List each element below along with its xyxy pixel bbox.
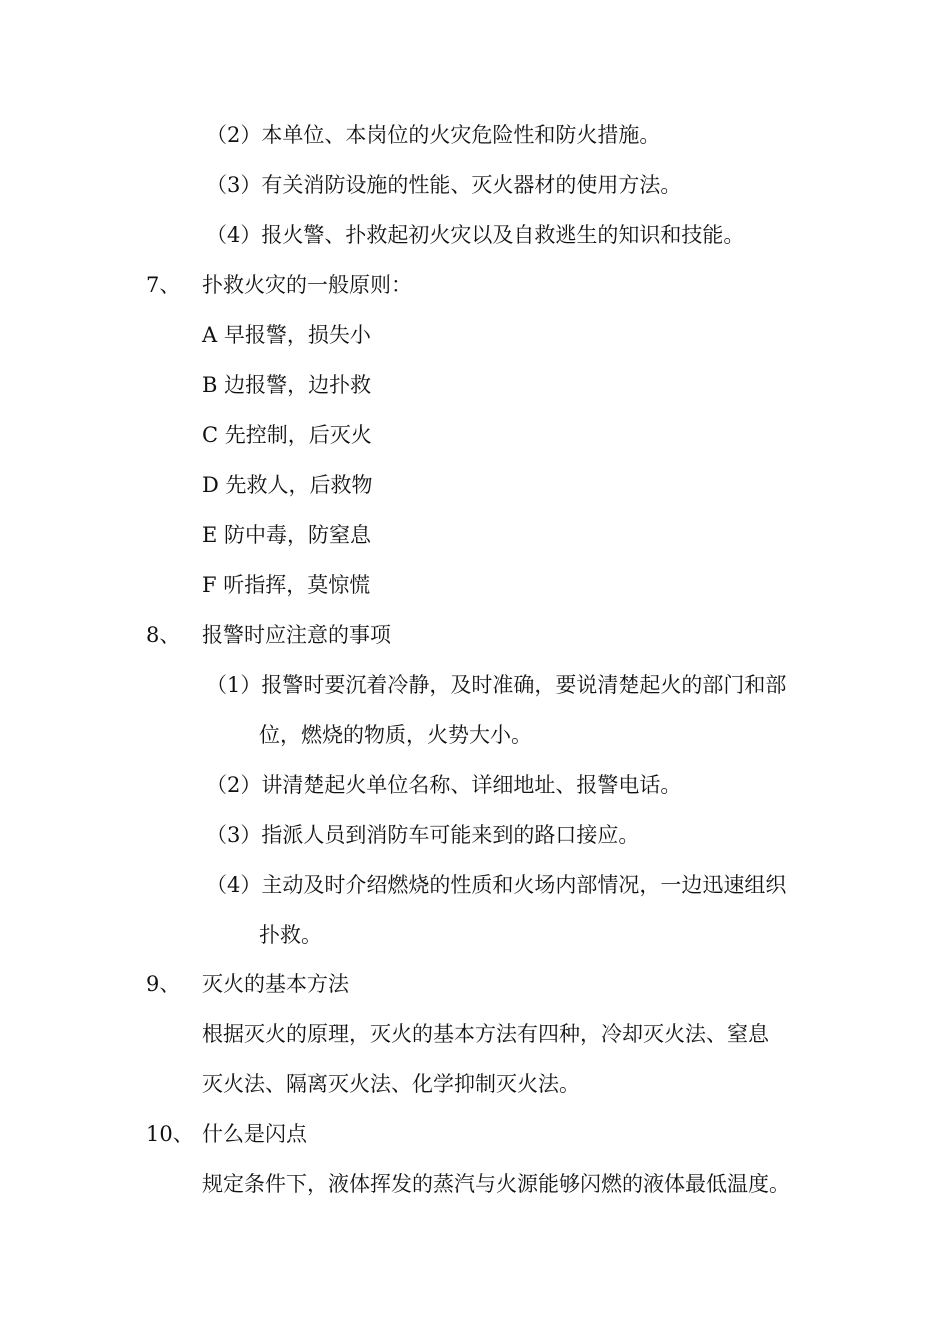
alarm-item-1-line-1: （1）报警时要沉着冷静，及时准确，要说清楚起火的部门和部 xyxy=(206,673,787,697)
section-9-body-line-2: 灭火法、隔离灭火法、化学抑制灭火法。 xyxy=(202,1072,580,1096)
section-9-title: 灭火的基本方法 xyxy=(202,972,349,996)
alarm-item-4-line-2: 扑救。 xyxy=(259,923,322,947)
principle-e: E 防中毒，防窒息 xyxy=(202,523,372,547)
section-8-number: 8、 xyxy=(146,623,181,647)
prev-item-3: （3）有关消防设施的性能、灭火器材的使用方法。 xyxy=(206,173,682,197)
section-7-title: 扑救火灾的一般原则： xyxy=(202,273,412,297)
principle-c: C 先控制，后灭火 xyxy=(202,423,372,447)
principle-f: F 听指挥，莫惊慌 xyxy=(202,573,371,597)
section-9-body-line-1: 根据灭火的原理，灭火的基本方法有四种，冷却灭火法、窒息 xyxy=(202,1022,769,1046)
section-7-number: 7、 xyxy=(146,273,181,297)
section-10-body: 规定条件下，液体挥发的蒸汽与火源能够闪燃的液体最低温度。 xyxy=(202,1172,790,1196)
principle-d: D 先救人，后救物 xyxy=(202,473,373,497)
alarm-item-2: （2）讲清楚起火单位名称、详细地址、报警电话。 xyxy=(206,773,682,797)
section-10-title: 什么是闪点 xyxy=(202,1122,307,1146)
section-9-number: 9、 xyxy=(146,972,181,996)
section-8-title: 报警时应注意的事项 xyxy=(202,623,391,647)
principle-a: A 早报警，损失小 xyxy=(202,323,371,347)
section-10-number: 10、 xyxy=(146,1122,194,1146)
principle-b: B 边报警，边扑救 xyxy=(202,373,372,397)
prev-item-4: （4）报火警、扑救起初火灾以及自救逃生的知识和技能。 xyxy=(206,223,745,247)
alarm-item-4-line-1: （4）主动及时介绍燃烧的性质和火场内部情况，一边迅速组织 xyxy=(206,873,787,897)
alarm-item-1-line-2: 位，燃烧的物质，火势大小。 xyxy=(259,723,532,747)
prev-item-2: （2）本单位、本岗位的火灾危险性和防火措施。 xyxy=(206,123,661,147)
alarm-item-3: （3）指派人员到消防车可能来到的路口接应。 xyxy=(206,823,640,847)
